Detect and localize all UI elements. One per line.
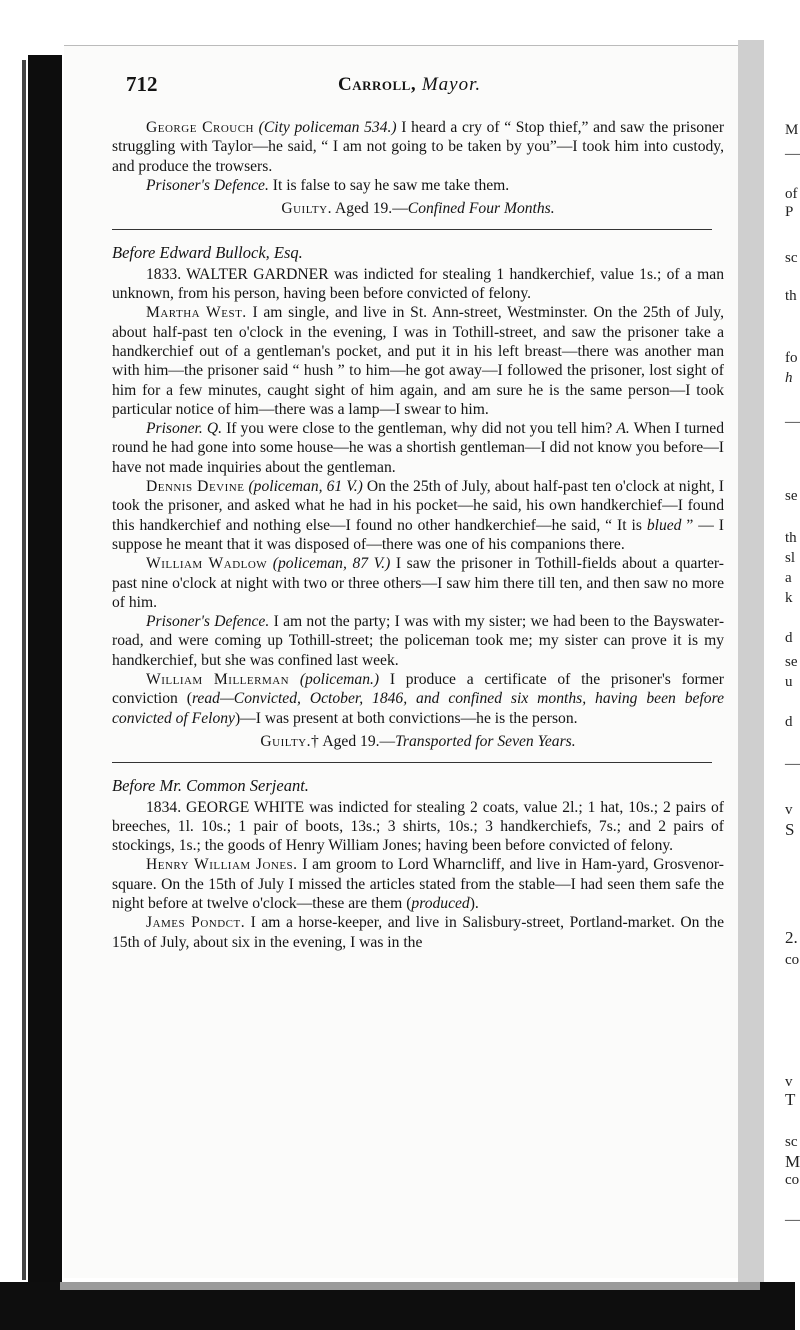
certificate-text: read—Convicted, October, 1846, and confined six months, having been before convicted of Felony [112, 690, 724, 727]
paragraph-dennis-devine [112, 477, 724, 554]
defence-label: Prisoner's Defence. [146, 176, 269, 194]
facing-fragment: d [785, 630, 793, 646]
facing-fragment: fo [785, 350, 798, 366]
facing-fragment: — [785, 1212, 800, 1228]
facing-fragment: 2. [785, 928, 798, 947]
running-header [0, 72, 740, 102]
verdict-sentence: Confined Four Months. [407, 200, 555, 218]
paragraph-martha-west [112, 303, 724, 419]
page-bottom-edge [60, 1282, 760, 1290]
binding-shadow [28, 55, 62, 1285]
header-role: Mayor. [421, 74, 482, 95]
paragraph-crouch [112, 118, 724, 176]
witness-name: Martha West. [146, 304, 247, 322]
facing-fragment: sc [785, 1134, 798, 1150]
witness-desc: (policeman, 61 V.) [248, 478, 363, 496]
page-number: 712 [126, 72, 158, 96]
question-label: Q. [206, 420, 222, 438]
witness-text: I am groom to Lord Wharncliff, and live in Ham-yard, Grosvenor-square. On the 15th of July I missed the articles stated from the stable—I had seen them safe the night before at twelve o'clock—these are them ( [112, 856, 724, 912]
witness-text: I am a horse-keeper, and live in Salisbury-street, Portland-market. On the 15th of July, about six in the evening, I was in the [112, 914, 724, 951]
section-divider [112, 762, 712, 763]
paragraph-william-wadlow [112, 554, 724, 612]
witness-name: George Crouch [146, 119, 254, 136]
answer-label: A. [616, 420, 630, 438]
facing-fragment: v [785, 1074, 793, 1090]
verdict-age: Aged 19.— [322, 732, 396, 750]
defence-label: Prisoner's Defence. [146, 613, 270, 631]
facing-fragment: P [785, 204, 794, 220]
facing-fragment: co [785, 1172, 800, 1188]
section-divider [112, 229, 712, 230]
paragraph-defence [112, 612, 724, 670]
witness-text: On the 25th of July, about half-past ten o'clock at night, I took the prisoner, and asked what he had in his pocket—he said, his own handkerchief—I found this handkerchief and nothing else—I found no other handkerchief—he said, “ It is [112, 478, 724, 534]
facing-fragment: v [785, 802, 793, 818]
witness-text-cont: ). [469, 894, 479, 912]
facing-fragment: a [785, 570, 792, 586]
witness-name: Henry William Jones. [146, 856, 298, 874]
facing-fragment: h [785, 370, 793, 386]
indictment-1834: 1834. GEORGE WHITE was indicted for stealing 2 coats, value 2l.; 1 hat, 10s.; 2 pairs of breeches, 1l. 10s.; 1 pair of boots, 13s.; 3 shirts, 10s.; 3 handkerchiefs, 7s.; and 2 pairs of stockings, 1s.; the goods of Henry William Jones; having been before convicted of felony. [112, 798, 724, 855]
facing-page-fragments [765, 0, 800, 1280]
facing-fragment: — [785, 146, 800, 162]
question-text: If you were close to the gentleman, why did not you tell him? [226, 420, 613, 438]
facing-fragment: — [785, 414, 800, 430]
binding-edge [22, 60, 26, 1280]
header-name: Carroll, [338, 74, 417, 95]
witness-text-cont: ” — I suppose he meant that it was disposed of—there was one of his companions there. [112, 516, 724, 553]
paragraph-defence [112, 176, 724, 195]
paragraph-henry-jones [112, 855, 724, 913]
witness-name: James Pondct. [146, 914, 246, 932]
verdict-line [112, 732, 724, 751]
paragraph-william-millerman [112, 670, 724, 728]
facing-fragment: M [785, 122, 799, 138]
defence-text: It is false to say he saw me take them. [272, 176, 510, 194]
witness-desc: (policeman, 87 V.) [272, 555, 391, 573]
witness-text-cont: )—I was present at both convictions—he is the person. [234, 709, 578, 727]
blued-word: blued [646, 516, 682, 534]
facing-fragment: — [785, 756, 800, 772]
facing-fragment: d [785, 714, 793, 730]
indictment-1833: 1833. WALTER GARDNER was indicted for stealing 1 handkerchief, value 1s.; of a man unknown, from his person, having been before convicted of felony. [112, 265, 724, 303]
facing-fragment: sl [785, 550, 796, 566]
scan-bottom-edge [0, 1282, 795, 1330]
facing-fragment: of [785, 186, 798, 202]
facing-fragment: S [785, 820, 795, 839]
facing-fragment: se [785, 654, 798, 670]
facing-fragment: u [785, 674, 793, 690]
verdict-line [112, 199, 724, 218]
verdict-sentence: Transported for Seven Years. [395, 732, 576, 750]
facing-fragment: th [785, 288, 797, 304]
answer-text: When I turned round he had gone into some house—he was a shortish gentleman—I did not know you before—I have not made inquiries about the gentleman. [112, 420, 724, 476]
facing-fragment: k [785, 590, 793, 606]
section-title: Before Mr. Common Serjeant. [112, 776, 309, 796]
prisoner-label: Prisoner. [146, 420, 203, 438]
witness-name: William Millerman [146, 671, 290, 689]
witness-text: I produce a certificate of the prisoner's former conviction ( [112, 671, 724, 708]
verdict-age: Aged 19.— [335, 200, 408, 218]
witness-desc: (policeman.) [299, 671, 380, 689]
facing-fragment: th [785, 530, 797, 546]
produced-word: produced [411, 894, 470, 912]
defence-text: I am not the party; I was with my sister; we had been to the Bayswater-road, and were coming up Tothill-street; the policeman took me; my sister can prove it is my handkerchief, but she was confined last week. [112, 613, 725, 669]
witness-text: I heard a cry of “ Stop thief,” and saw the prisoner struggling with Taylor—he said, “ I am not going to be taken by you”—I took him into custody, and produce the trowsers. [112, 119, 725, 175]
witness-name: William Wadlow [146, 555, 268, 573]
book-binding [0, 0, 60, 1330]
witness-text: I am single, and live in St. Ann-street, Westminster. On the 25th of July, about half-past ten o'clock in the evening, I was in Tothill-street, and saw the prisoner take a handkerchief out of a gentleman's pocket, and put it in his left breast—there was another man with him—the prisoner said “ hush ” to him—he got away—I followed the prisoner, lost sight of him for a few minutes, caught sight of him again, and am sure he is the same person—I took particular notice of him—there was a lamp—I swear to him. [112, 304, 724, 418]
verdict-label: Guilty. [281, 200, 332, 218]
facing-fragment: sc [785, 250, 798, 266]
facing-fragment: se [785, 488, 798, 504]
witness-name: Dennis Devine [146, 478, 245, 496]
facing-fragment: T [785, 1090, 796, 1109]
verdict-label: Guilty.† [260, 732, 320, 750]
page-text [112, 118, 724, 952]
facing-fragment: M [785, 1152, 800, 1171]
paragraph-james-pondct [112, 913, 724, 952]
section-title: Before Edward Bullock, Esq. [112, 243, 303, 263]
header-title [338, 74, 481, 96]
facing-fragment: co [785, 952, 800, 968]
paragraph-prisoner-question [112, 419, 724, 477]
witness-text: I saw the prisoner in Tothill-fields about a quarter-past nine o'clock at night with two or three others—I saw him there till ten, and then saw no more of him. [112, 555, 724, 611]
page-gutter [738, 40, 764, 1285]
witness-desc: (City policeman 534.) [258, 119, 397, 136]
